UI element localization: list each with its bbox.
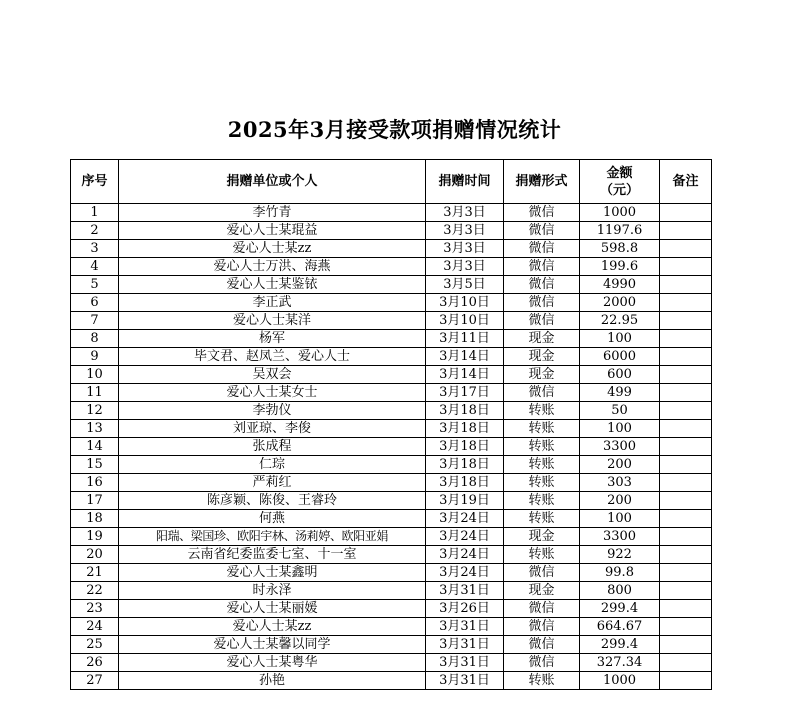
cell-method: 转账: [504, 672, 580, 690]
cell-date: 3月3日: [426, 204, 504, 222]
cell-donor: 严莉红: [119, 474, 426, 492]
cell-remark: [660, 294, 712, 312]
cell-date: 3月5日: [426, 276, 504, 294]
cell-seq: 13: [71, 420, 119, 438]
cell-amount: 1197.6: [580, 222, 660, 240]
cell-remark: [660, 312, 712, 330]
cell-amount: 100: [580, 420, 660, 438]
cell-remark: [660, 330, 712, 348]
table-row: [71, 204, 712, 222]
cell-remark: [660, 672, 712, 690]
header-date: 捐赠时间: [426, 160, 504, 204]
table-row: [71, 672, 712, 690]
cell-date: 3月10日: [426, 294, 504, 312]
cell-seq: 5: [71, 276, 119, 294]
cell-method: 微信: [504, 276, 580, 294]
cell-date: 3月18日: [426, 420, 504, 438]
cell-date: 3月31日: [426, 636, 504, 654]
table-row: [71, 420, 712, 438]
cell-amount: 2000: [580, 294, 660, 312]
table-row: [71, 294, 712, 312]
cell-seq: 17: [71, 492, 119, 510]
cell-amount: 664.67: [580, 618, 660, 636]
cell-donor: 爱心人士万洪、海燕: [119, 258, 426, 276]
cell-remark: [660, 600, 712, 618]
table-row: [71, 618, 712, 636]
cell-seq: 2: [71, 222, 119, 240]
cell-amount: 598.8: [580, 240, 660, 258]
cell-donor: 何燕: [119, 510, 426, 528]
table-row: [71, 510, 712, 528]
cell-remark: [660, 636, 712, 654]
cell-date: 3月24日: [426, 564, 504, 582]
cell-remark: [660, 204, 712, 222]
cell-amount: 499: [580, 384, 660, 402]
cell-seq: 12: [71, 402, 119, 420]
cell-remark: [660, 492, 712, 510]
cell-amount: 3300: [580, 438, 660, 456]
header-method: 捐赠形式: [504, 160, 580, 204]
cell-remark: [660, 420, 712, 438]
cell-seq: 24: [71, 618, 119, 636]
header-amount: [580, 160, 660, 204]
cell-donor: 仁琮: [119, 456, 426, 474]
cell-date: 3月24日: [426, 510, 504, 528]
cell-donor: 爱心人士某zz: [119, 240, 426, 258]
table-row: [71, 312, 712, 330]
cell-method: 现金: [504, 348, 580, 366]
table-row: [71, 222, 712, 240]
cell-remark: [660, 240, 712, 258]
cell-remark: [660, 456, 712, 474]
cell-donor: 张成程: [119, 438, 426, 456]
cell-donor: 李竹青: [119, 204, 426, 222]
cell-remark: [660, 438, 712, 456]
cell-donor: 爱心人士某琨益: [119, 222, 426, 240]
cell-date: 3月17日: [426, 384, 504, 402]
cell-amount: 600: [580, 366, 660, 384]
cell-seq: 7: [71, 312, 119, 330]
cell-method: 现金: [504, 366, 580, 384]
table-row: [71, 276, 712, 294]
cell-amount: 4990: [580, 276, 660, 294]
cell-remark: [660, 546, 712, 564]
cell-remark: [660, 510, 712, 528]
cell-method: 微信: [504, 312, 580, 330]
cell-remark: [660, 654, 712, 672]
cell-method: 转账: [504, 456, 580, 474]
table-row: [71, 564, 712, 582]
cell-method: 微信: [504, 384, 580, 402]
header-seq: 序号: [71, 160, 119, 204]
cell-method: 转账: [504, 438, 580, 456]
cell-amount: 99.8: [580, 564, 660, 582]
cell-remark: [660, 582, 712, 600]
cell-seq: 6: [71, 294, 119, 312]
cell-method: 微信: [504, 240, 580, 258]
cell-amount: 1000: [580, 672, 660, 690]
cell-amount: 200: [580, 456, 660, 474]
table-row: [71, 438, 712, 456]
cell-date: 3月19日: [426, 492, 504, 510]
cell-amount: 1000: [580, 204, 660, 222]
cell-seq: 27: [71, 672, 119, 690]
table-row: [71, 240, 712, 258]
cell-donor: 爱心人士某女士: [119, 384, 426, 402]
cell-donor: 时永泽: [119, 582, 426, 600]
cell-date: 3月26日: [426, 600, 504, 618]
cell-method: 转账: [504, 546, 580, 564]
cell-seq: 18: [71, 510, 119, 528]
cell-date: 3月10日: [426, 312, 504, 330]
cell-donor: 爱心人士某馨以同学: [119, 636, 426, 654]
cell-date: 3月18日: [426, 402, 504, 420]
header-amount-label: 金额: [606, 165, 633, 181]
cell-method: 微信: [504, 294, 580, 312]
cell-amount: 6000: [580, 348, 660, 366]
cell-date: 3月11日: [426, 330, 504, 348]
cell-method: 转账: [504, 402, 580, 420]
table-row: [71, 258, 712, 276]
cell-seq: 23: [71, 600, 119, 618]
cell-remark: [660, 474, 712, 492]
cell-date: 3月31日: [426, 618, 504, 636]
cell-seq: 1: [71, 204, 119, 222]
cell-donor: 刘亚琼、李俊: [119, 420, 426, 438]
cell-date: 3月31日: [426, 672, 504, 690]
cell-method: 微信: [504, 222, 580, 240]
cell-amount: 299.4: [580, 636, 660, 654]
table-row: [71, 384, 712, 402]
cell-amount: 299.4: [580, 600, 660, 618]
cell-donor: 爱心人士某粤华: [119, 654, 426, 672]
cell-method: 转账: [504, 474, 580, 492]
table-row: [71, 474, 712, 492]
header-amount-unit: （元）: [599, 182, 639, 198]
cell-date: 3月24日: [426, 546, 504, 564]
table-body: [71, 204, 712, 690]
cell-remark: [660, 222, 712, 240]
cell-amount: 327.34: [580, 654, 660, 672]
cell-remark: [660, 348, 712, 366]
cell-amount: 303: [580, 474, 660, 492]
table-row: [71, 582, 712, 600]
cell-method: 微信: [504, 618, 580, 636]
cell-method: 微信: [504, 258, 580, 276]
cell-method: 微信: [504, 600, 580, 618]
cell-date: 3月24日: [426, 528, 504, 546]
cell-date: 3月14日: [426, 348, 504, 366]
cell-amount: 100: [580, 510, 660, 528]
table-row: [71, 492, 712, 510]
cell-seq: 10: [71, 366, 119, 384]
table-row: [71, 456, 712, 474]
cell-seq: 9: [71, 348, 119, 366]
table-row: [71, 600, 712, 618]
cell-method: 转账: [504, 510, 580, 528]
table-row: [71, 546, 712, 564]
cell-date: 3月14日: [426, 366, 504, 384]
header-donor: 捐赠单位或个人: [119, 160, 426, 204]
donation-table: [70, 159, 712, 690]
cell-remark: [660, 384, 712, 402]
cell-amount: 922: [580, 546, 660, 564]
table-row: [71, 348, 712, 366]
cell-donor: 爱心人士某zz: [119, 618, 426, 636]
table-row: [71, 654, 712, 672]
cell-seq: 22: [71, 582, 119, 600]
cell-method: 微信: [504, 636, 580, 654]
cell-remark: [660, 366, 712, 384]
cell-date: 3月31日: [426, 582, 504, 600]
cell-donor: 李正武: [119, 294, 426, 312]
cell-method: 现金: [504, 528, 580, 546]
cell-donor: 陈彦颖、陈俊、王睿玲: [119, 492, 426, 510]
cell-amount: 22.95: [580, 312, 660, 330]
cell-seq: 19: [71, 528, 119, 546]
table-row: [71, 366, 712, 384]
cell-seq: 15: [71, 456, 119, 474]
cell-date: 3月3日: [426, 258, 504, 276]
cell-donor: 孙艳: [119, 672, 426, 690]
cell-seq: 14: [71, 438, 119, 456]
cell-date: 3月18日: [426, 438, 504, 456]
cell-remark: [660, 618, 712, 636]
cell-amount: 50: [580, 402, 660, 420]
cell-remark: [660, 402, 712, 420]
cell-method: 微信: [504, 204, 580, 222]
table-row: [71, 330, 712, 348]
table-header: [71, 160, 712, 204]
table-row: [71, 528, 712, 546]
cell-remark: [660, 258, 712, 276]
cell-amount: 199.6: [580, 258, 660, 276]
cell-date: 3月18日: [426, 474, 504, 492]
cell-remark: [660, 528, 712, 546]
cell-seq: 21: [71, 564, 119, 582]
cell-donor: 李勃仪: [119, 402, 426, 420]
cell-donor: 杨军: [119, 330, 426, 348]
cell-remark: [660, 276, 712, 294]
cell-donor: 爱心人士某鉴铱: [119, 276, 426, 294]
cell-donor: 毕文君、赵凤兰、爱心人士: [119, 348, 426, 366]
cell-donor: 云南省纪委监委七室、十一室: [119, 546, 426, 564]
cell-method: 微信: [504, 564, 580, 582]
cell-seq: 8: [71, 330, 119, 348]
cell-donor: 吴双会: [119, 366, 426, 384]
cell-donor: 爱心人士某鑫明: [119, 564, 426, 582]
cell-amount: 100: [580, 330, 660, 348]
cell-method: 转账: [504, 492, 580, 510]
cell-amount: 200: [580, 492, 660, 510]
cell-remark: [660, 564, 712, 582]
header-remark: 备注: [660, 160, 712, 204]
cell-seq: 20: [71, 546, 119, 564]
cell-method: 现金: [504, 330, 580, 348]
page-title: 2025年3月接受款项捐赠情况统计: [227, 117, 562, 142]
header-row: [71, 160, 712, 204]
cell-seq: 11: [71, 384, 119, 402]
table-row: [71, 636, 712, 654]
table-row: [71, 402, 712, 420]
cell-seq: 26: [71, 654, 119, 672]
cell-seq: 3: [71, 240, 119, 258]
cell-amount: 3300: [580, 528, 660, 546]
cell-method: 转账: [504, 420, 580, 438]
cell-donor: 爱心人士某洋: [119, 312, 426, 330]
cell-amount: 800: [580, 582, 660, 600]
cell-seq: 25: [71, 636, 119, 654]
cell-donor: 爱心人士某丽媛: [119, 600, 426, 618]
cell-seq: 4: [71, 258, 119, 276]
cell-method: 现金: [504, 582, 580, 600]
cell-date: 3月3日: [426, 222, 504, 240]
cell-method: 微信: [504, 654, 580, 672]
cell-donor: 阳瑞、梁国珍、欧阳宇林、汤莉婷、欧阳亚娟: [119, 528, 426, 546]
cell-date: 3月18日: [426, 456, 504, 474]
cell-date: 3月3日: [426, 240, 504, 258]
cell-date: 3月31日: [426, 654, 504, 672]
cell-seq: 16: [71, 474, 119, 492]
